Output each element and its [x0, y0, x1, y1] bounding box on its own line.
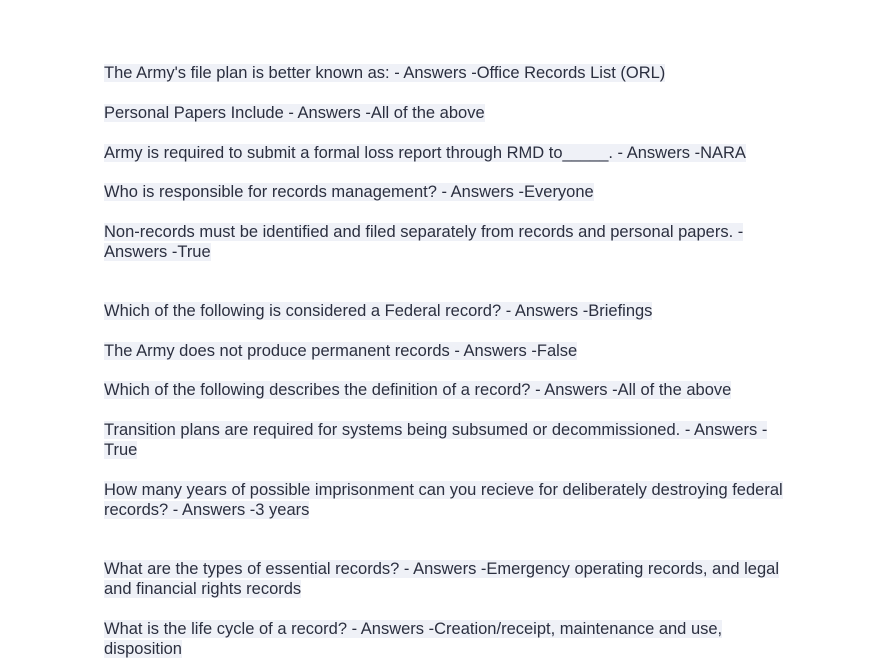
qa-item-4: [104, 182, 784, 202]
qa-item-3: [104, 143, 784, 163]
qa-text: Which of the following is considered a Federal record? - Answers -Briefings: [104, 302, 653, 320]
qa-text: Non-records must be identified and filed separately from records and personal papers. - Answers -True: [104, 223, 744, 261]
qa-item-10: [104, 480, 784, 520]
qa-text: What is the life cycle of a record? - Answers -Creation/receipt, maintenance and use, disposition: [104, 620, 723, 658]
qa-item-6: [104, 301, 784, 321]
qa-text: How many years of possible imprisonment can you recieve for deliberately destroying federal records? - Answers -3 years: [104, 481, 783, 519]
qa-text: Personal Papers Include - Answers -All of the above: [104, 104, 485, 122]
qa-item-5: [104, 222, 784, 262]
qa-item-8: [104, 380, 784, 400]
qa-item-7: [104, 341, 784, 361]
qa-item-9: [104, 420, 784, 460]
qa-text: Who is responsible for records management? - Answers -Everyone: [104, 183, 594, 201]
qa-item-2: [104, 103, 784, 123]
qa-text: Transition plans are required for systems being subsumed or decommissioned. - Answers -True: [104, 421, 768, 459]
qa-text: The Army's file plan is better known as: - Answers -Office Records List (ORL): [104, 64, 666, 82]
qa-text: Army is required to submit a formal loss report through RMD to_____. - Answers -NARA: [104, 144, 746, 162]
qa-text: Which of the following describes the definition of a record? - Answers -All of the above: [104, 381, 732, 399]
qa-text: The Army does not produce permanent records - Answers -False: [104, 342, 578, 360]
qa-item-11: [104, 559, 784, 599]
qa-item-12: [104, 619, 784, 659]
qa-text: What are the types of essential records? - Answers -Emergency operating records, and legal and financial rights records: [104, 560, 780, 598]
qa-item-1: [104, 63, 784, 83]
